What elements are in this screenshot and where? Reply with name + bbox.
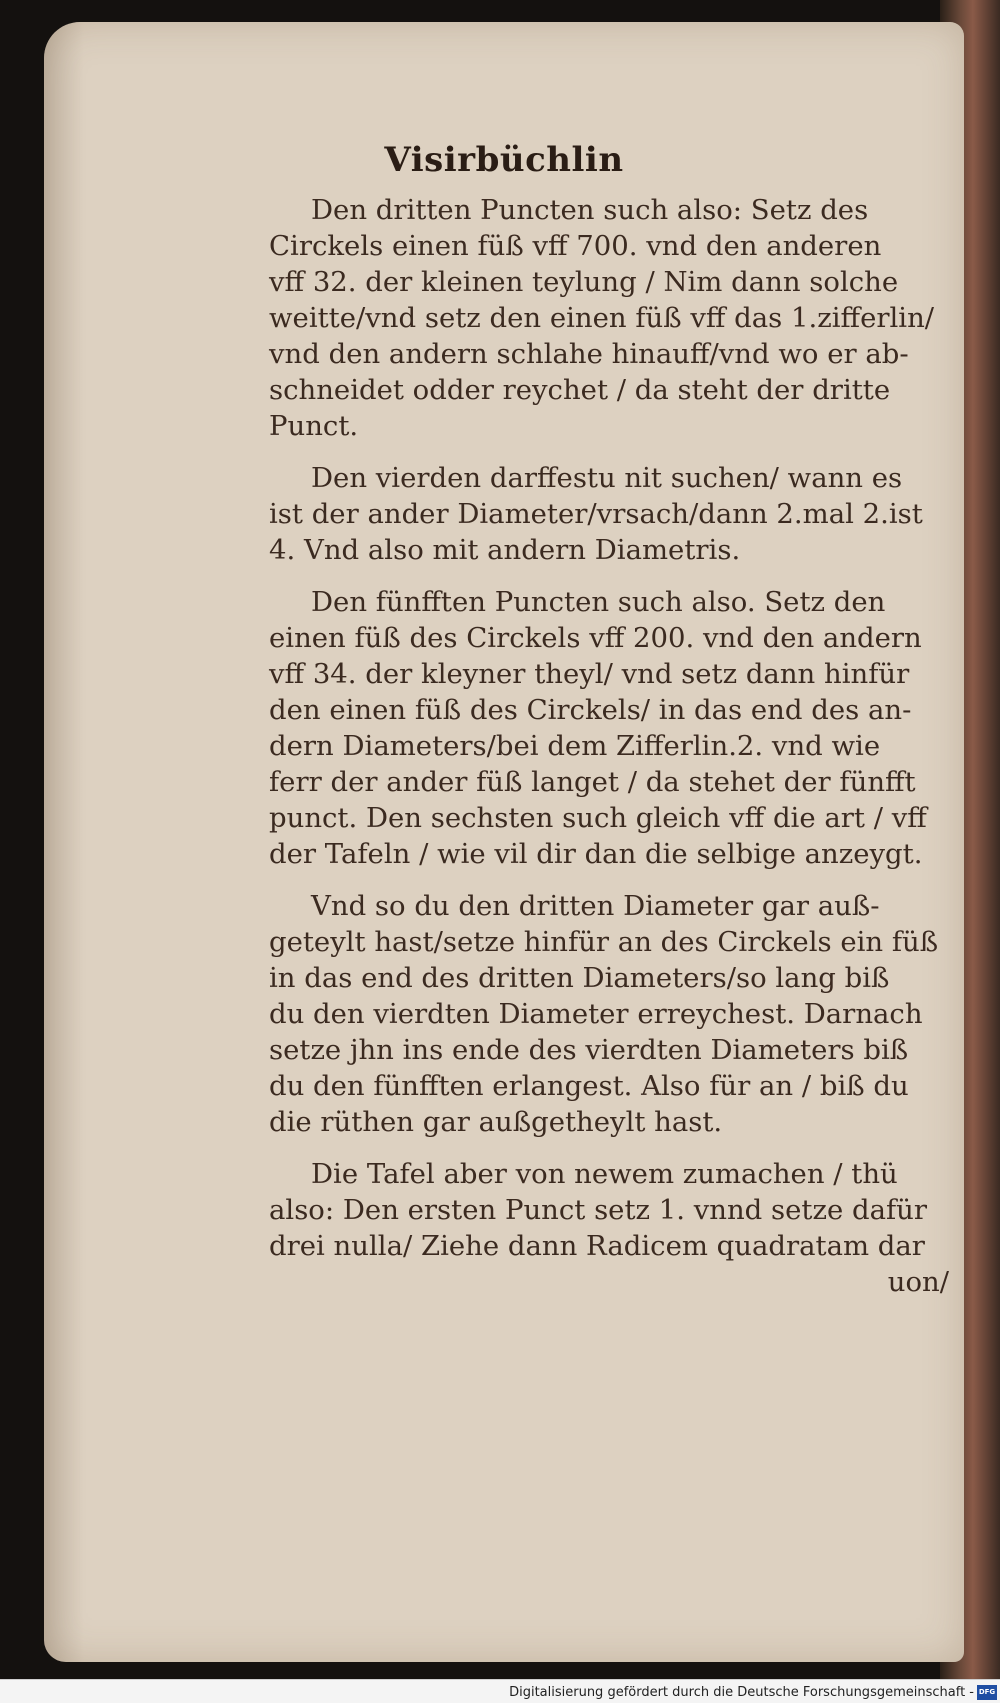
page-gutter-shadow xyxy=(44,22,84,1662)
text-line: vff 34. der kleyner theyl/ vnd setz dann hinfür xyxy=(269,658,910,690)
paragraph xyxy=(269,888,989,1140)
text-line: dern Diameters/bei dem Zifferlin.2. vnd wie xyxy=(269,730,881,762)
paragraph xyxy=(269,584,989,872)
dfg-logo: DFG xyxy=(977,1685,997,1700)
text-line: die rüthen gar außgetheylt hast. xyxy=(269,1106,723,1138)
text-line: Circkels einen füß vff 700. vnd den anderen xyxy=(269,230,882,262)
text-line: den einen füß des Circkels/ in das end des an- xyxy=(269,694,912,726)
running-header: Visirbüchlin xyxy=(384,140,624,180)
text-line: punct. Den sechsten such gleich vff die art / vff xyxy=(269,802,927,834)
text-line: ist der ander Diameter/vrsach/dann 2.mal 2.ist xyxy=(269,498,923,530)
text-line: du den vierdten Diameter erreychest. Darnach xyxy=(269,998,923,1030)
funding-credit: Digitalisierung gefördert durch die Deutsche Forschungsgemeinschaft - xyxy=(509,1685,974,1700)
text-line: Den dritten Puncten such also: Setz des xyxy=(311,194,869,226)
text-line: Vnd so du den dritten Diameter gar auß- xyxy=(311,890,880,922)
text-line: Den fünfften Puncten such also. Setz den xyxy=(311,586,886,618)
text-line: einen füß des Circkels vff 200. vnd den andern xyxy=(269,622,922,654)
body-text xyxy=(269,192,989,1316)
footer-bar xyxy=(0,1679,1000,1703)
text-line: der Tafeln / wie vil dir dan die selbige anzeygt. xyxy=(269,838,923,870)
book-page xyxy=(44,22,964,1662)
text-line: du den fünfften erlangest. Also für an / biß du xyxy=(269,1070,909,1102)
text-line: also: Den ersten Punct setz 1. vnnd setze dafür xyxy=(269,1194,927,1226)
text-line: Die Tafel aber von newem zumachen / thü xyxy=(311,1158,898,1190)
text-line: schneidet odder reychet / da steht der dritte xyxy=(269,374,891,406)
text-line: vnd den andern schlahe hinauff/vnd wo er ab- xyxy=(269,338,909,370)
text-line: 4. Vnd also mit andern Diametris. xyxy=(269,534,741,566)
text-line: setze jhn ins ende des vierdten Diameters biß xyxy=(269,1034,909,1066)
paragraph xyxy=(269,460,989,568)
text-line: ferr der ander füß langet / da stehet der fünfft xyxy=(269,766,916,798)
text-line: geteylt hast/setze hinfür an des Circkels ein füß xyxy=(269,926,939,958)
text-line: weitte/vnd setz den einen füß vff das 1.zifferlin/ xyxy=(269,302,935,334)
text-line: drei nulla/ Ziehe dann Radicem quadratam dar xyxy=(269,1230,925,1262)
catchword: uon/ xyxy=(887,1266,949,1298)
paragraph xyxy=(269,1156,989,1300)
text-line: Punct. xyxy=(269,410,359,442)
paragraph xyxy=(269,192,989,444)
text-line: vff 32. der kleinen teylung / Nim dann solche xyxy=(269,266,899,298)
text-line: Den vierden darffestu nit suchen/ wann es xyxy=(311,462,903,494)
text-line: in das end des dritten Diameters/so lang biß xyxy=(269,962,890,994)
